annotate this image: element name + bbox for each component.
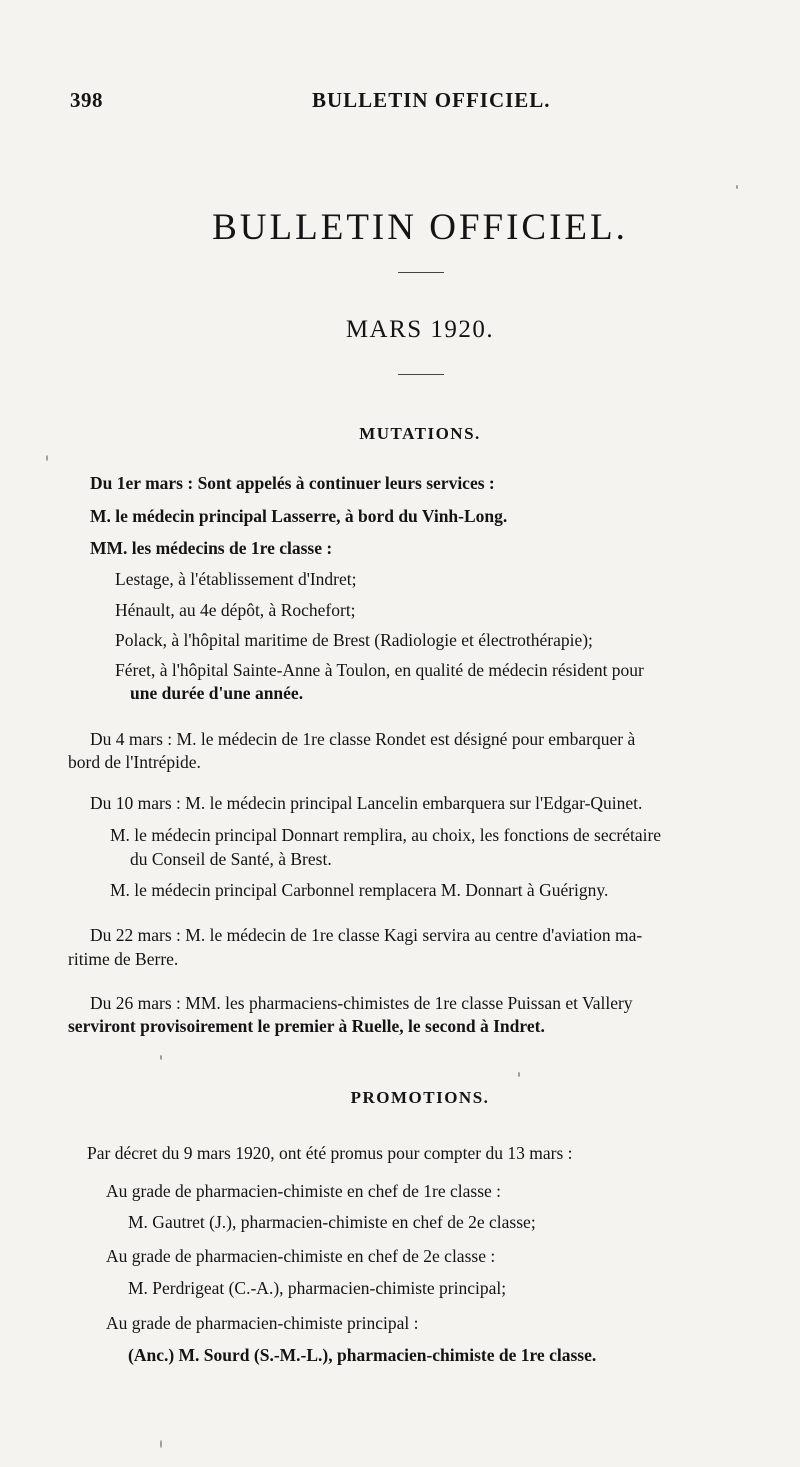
mutation-line: ritime de Berre. [68, 949, 179, 969]
print-speck [46, 455, 48, 461]
page-number: 398 [70, 88, 103, 112]
mutation-line: Hénault, au 4e dépôt, à Rochefort; [115, 600, 356, 620]
mutation-line: Du 10 mars : M. le médecin principal Lancelin embarquera sur l'Edgar-Quinet. [90, 793, 643, 813]
mutation-line: M. le médecin principal Carbonnel remplacera M. Donnart à Guérigny. [110, 880, 609, 900]
promotion-line: Au grade de pharmacien-chimiste principal : [106, 1313, 419, 1333]
promotion-line: M. Perdrigeat (C.-A.), pharmacien-chimiste principal; [128, 1278, 507, 1298]
mutation-line: Du 22 mars : M. le médecin de 1re classe Kagi servira au centre d'aviation ma- [90, 925, 643, 945]
mutation-line: Lestage, à l'établissement d'Indret; [115, 569, 357, 589]
print-speck [736, 185, 738, 189]
section-heading-promotions: PROMOTIONS. [350, 1088, 490, 1107]
mutation-line: serviront provisoirement le premier à Ruelle, le second à Indret. [68, 1016, 545, 1036]
mutation-line: Du 4 mars : M. le médecin de 1re classe Rondet est désigné pour embarquer à [90, 729, 636, 749]
section-heading-mutations: MUTATIONS. [359, 424, 481, 443]
month-rule [398, 374, 444, 375]
promotion-line: Au grade de pharmacien-chimiste en chef de 2e classe : [106, 1246, 496, 1266]
print-speck [160, 1055, 162, 1060]
title-rule [398, 272, 444, 273]
promotion-line: Par décret du 9 mars 1920, ont été promus pour compter du 13 mars : [87, 1143, 573, 1163]
print-speck [160, 1440, 162, 1448]
promotion-line: Au grade de pharmacien-chimiste en chef de 1re classe : [106, 1181, 502, 1201]
month-heading: MARS 1920. [345, 316, 495, 343]
mutation-line: bord de l'Intrépide. [68, 752, 201, 772]
print-speck [518, 1072, 520, 1077]
mutation-line: Polack, à l'hôpital maritime de Brest (Radiologie et électrothérapie); [115, 630, 593, 650]
mutation-line: M. le médecin principal Lasserre, à bord du Vinh-Long. [90, 506, 508, 526]
running-title: BULLETIN OFFICIEL. [312, 88, 551, 112]
mutation-line: une durée d'une année. [130, 683, 304, 703]
mutation-line: MM. les médecins de 1re classe : [90, 538, 333, 558]
mutation-line: du Conseil de Santé, à Brest. [130, 849, 332, 869]
mutation-line: M. le médecin principal Donnart remplira, au choix, les fonctions de secrétaire [110, 825, 662, 845]
promotion-line: M. Gautret (J.), pharmacien-chimiste en chef de 2e classe; [128, 1212, 536, 1232]
mutation-line: Féret, à l'hôpital Sainte-Anne à Toulon, en qualité de médecin résident pour [115, 660, 644, 680]
page-title: BULLETIN OFFICIEL. [212, 207, 628, 248]
promotion-line: (Anc.) M. Sourd (S.-M.-L.), pharmacien-chimiste de 1re classe. [128, 1345, 597, 1365]
mutation-line: Du 26 mars : MM. les pharmaciens-chimistes de 1re classe Puissan et Vallery [90, 993, 633, 1013]
mutation-line: Du 1er mars : Sont appelés à continuer leurs services : [90, 473, 495, 493]
